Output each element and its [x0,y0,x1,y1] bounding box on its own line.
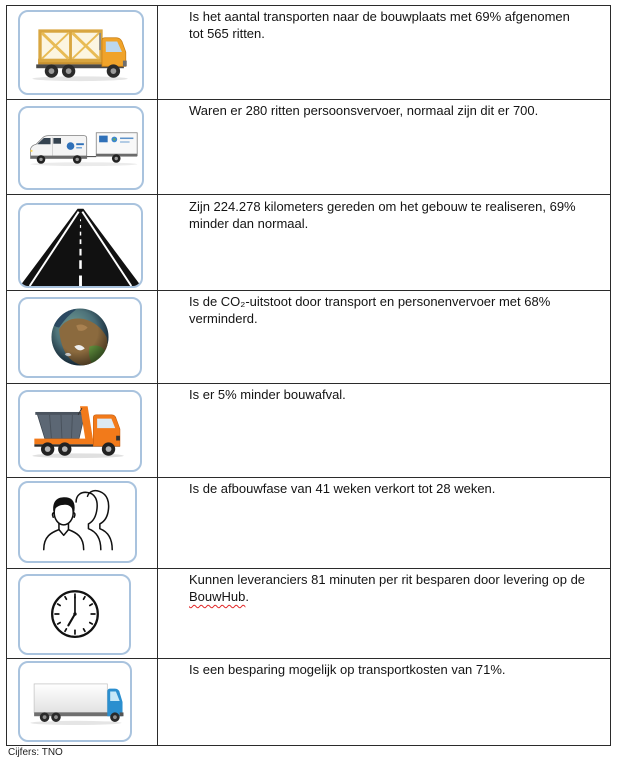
text-line: Kunnen leveranciers 81 minuten per rit besparen door levering op de [189,572,586,587]
table-row [7,569,610,659]
road-icon [20,205,141,286]
icon-frame [18,661,132,742]
text-line [189,588,610,605]
icon-cell [7,195,158,290]
icon-cell [7,384,158,477]
table-row [7,291,610,384]
source-caption: Cijfers: TNO [8,747,63,758]
icon-frame [18,297,142,378]
statistics-table [6,5,611,746]
dump-truck-icon [20,12,142,93]
table-row [7,100,610,195]
skip-loader-truck-icon [20,392,140,470]
spellcheck-word: BouwHub [189,589,246,604]
table-row [7,659,610,746]
icon-frame [18,203,143,288]
icon-frame [18,574,131,655]
row-text [158,478,610,568]
text-line: Is de afbouwfase van 41 weken verkort tot 28 weken. [189,481,496,496]
row-text [158,291,610,383]
box-truck-icon [20,663,130,740]
table-row [7,478,610,569]
icon-cell [7,100,158,194]
icon-frame [18,10,144,95]
text-line: verminderd. [189,311,258,326]
row-text [158,100,610,194]
icon-cell [7,6,158,99]
text-line: Is een besparing mogelijk op transportkosten van 71%. [189,662,506,677]
row-text [158,569,610,658]
icon-cell [7,659,158,745]
icon-cell [7,291,158,383]
table-row [7,195,610,291]
icon-frame [18,106,144,190]
row-text [158,6,610,99]
row-text [158,195,610,290]
text-line: Is er 5% minder bouwafval. [189,387,346,402]
text-line: Zijn 224.278 kilometers gereden om het gebouw te realiseren, 69% [189,199,576,214]
text-line: Is de CO₂-uitstoot door transport en personenvervoer met 68% [189,294,551,309]
icon-cell [7,569,158,658]
text-line: Is het aantal transporten naar de bouwplaats met 69% afgenomen [189,9,570,24]
text-punctuation: . [245,589,249,604]
table-row [7,384,610,478]
row-text [158,659,610,745]
text-line: minder dan normaal. [189,216,309,231]
icon-frame [18,481,137,563]
people-icon [20,483,135,561]
icon-frame [18,390,142,472]
clock-icon [20,576,129,653]
table-row [7,6,610,100]
text-line: Waren er 280 ritten persoonsvervoer, normaal zijn dit er 700. [189,103,539,118]
text-line: tot 565 ritten. [189,26,265,41]
row-text [158,384,610,477]
globe-icon [20,299,140,376]
van-with-trailer-icon [20,108,142,188]
icon-cell [7,478,158,568]
